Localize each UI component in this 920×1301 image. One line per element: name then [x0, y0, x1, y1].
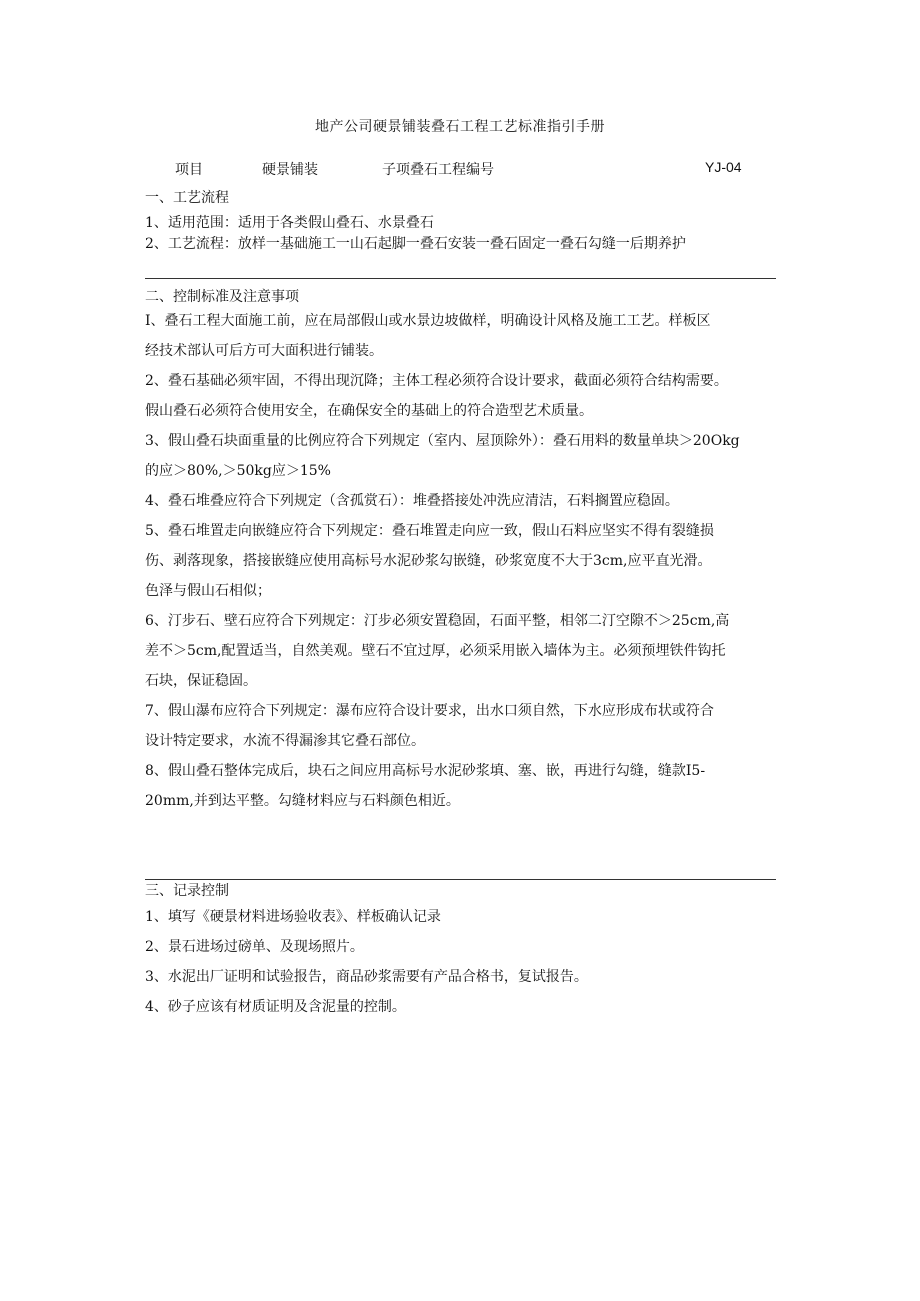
section-2-body	[145, 306, 777, 816]
para-line: 2、叠石基础必须牢固，不得出现沉降；主体工程必须符合设计要求，截面必须符合结构需要。	[145, 373, 728, 389]
sub-item-label: 子项叠石工程编号	[382, 162, 494, 178]
section-1-item: 2、工艺流程：放样一基础施工一山石起脚一叠石安装一叠石固定一叠石勾缝一后期养护	[145, 236, 686, 252]
record-item: 1、填写《硬景材料进场验收表》、样板确认记录	[145, 909, 441, 925]
project-label: 项目	[175, 162, 203, 178]
divider	[145, 278, 776, 279]
section-3-heading: 三、记录控制	[145, 883, 229, 899]
section-3-body	[145, 902, 777, 1022]
para-line: 3、假山叠石块面重量的比例应符合下列规定（室内、屋顶除外）：叠石用料的数量单块＞20Okg	[145, 433, 740, 449]
record-item: 4、砂子应该有材质证明及含泥量的控制。	[145, 999, 406, 1015]
meta-row	[145, 159, 775, 179]
para-line: 伤、剥落现象，搭接嵌缝应使用高标号水泥砂浆勾嵌缝，砂浆宽度不大于3cm,应平直光滑。	[145, 553, 712, 569]
para-line: 差不＞5cm,配置适当，自然美观。壁石不宜过厚，必须采用嵌入墙体为主。必须预埋铁件钩托	[145, 643, 726, 659]
document-title: 地产公司硬景铺装叠石工程工艺标准指引手册	[315, 119, 605, 135]
section-2-heading: 二、控制标准及注意事项	[145, 289, 299, 305]
section-1-heading: 一、工艺流程	[145, 190, 229, 206]
para-line: 经技术部认可后方可大面积进行铺装。	[145, 343, 383, 359]
para-line: 5、叠石堆置走向嵌缝应符合下列规定：叠石堆置走向应一致，假山石料应坚实不得有裂缝损	[145, 523, 714, 539]
para-line: 石块，保证稳固。	[145, 673, 257, 689]
para-line: 20mm,并到达平整。勾缝材料应与石料颜色相近。	[145, 793, 460, 809]
para-line: I、叠石工程大面施工前，应在局部假山或水景边坡做样，明确设计风格及施工工艺。样板区	[145, 313, 711, 329]
para-line: 8、假山叠石整体完成后，块石之间应用高标号水泥砂浆填、塞、嵌，再进行勾缝，缝款I5-	[145, 763, 706, 779]
record-item: 3、水泥出厂证明和试验报告，商品砂浆需要有产品合格书，复试报告。	[145, 969, 588, 985]
para-line: 7、假山瀑布应符合下列规定：瀑布应符合设计要求，出水口须自然，下水应形成布状或符合	[145, 703, 714, 719]
para-line: 设计特定要求，水流不得漏渗其它叠石部位。	[145, 733, 425, 749]
para-line: 色泽与假山石相似；	[145, 583, 271, 599]
para-line: 6、汀步石、壁石应符合下列规定：汀步必须安置稳固，石面平整，相邻二汀空隙不＞25cm,高	[145, 613, 730, 629]
record-item: 2、景石进场过磅单、及现场照片。	[145, 939, 364, 955]
para-line: 4、叠石堆叠应符合下列规定（含孤赏石）：堆叠搭接处冲洗应清洁，石料搁置应稳固。	[145, 493, 679, 509]
project-value: 硬景铺装	[262, 162, 318, 178]
para-line: 假山叠石必须符合使用安全，在确保安全的基础上的符合造型艺术质量。	[145, 403, 593, 419]
section-1-item: 1、适用范围：适用于各类假山叠石、水景叠石	[145, 215, 434, 231]
document-code: YJ-04	[705, 159, 742, 175]
divider	[145, 879, 776, 880]
para-line: 的应＞80%,＞50kg应＞15%	[145, 463, 331, 479]
